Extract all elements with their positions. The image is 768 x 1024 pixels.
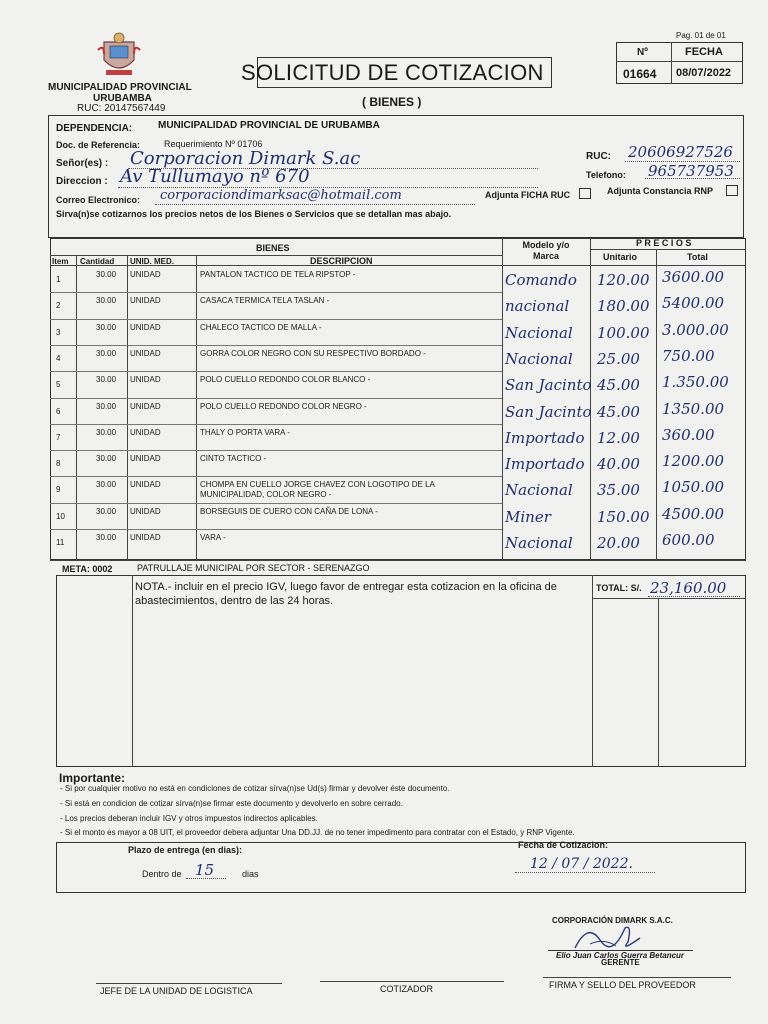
row-item: 2 [56, 301, 61, 311]
row-divider [50, 319, 502, 320]
row-unid: UNIDAD [130, 296, 161, 306]
modelo-header: Modelo y/o Marca [522, 240, 570, 261]
row-unitario[interactable]: 12.00 [597, 428, 640, 447]
row-total[interactable]: 360.00 [662, 425, 715, 444]
dependencia-value: MUNICIPALIDAD PROVINCIAL DE URUBAMBA [158, 120, 380, 131]
row-item: 5 [56, 380, 61, 390]
row-descripcion: CHOMPA EN CUELLO JORGE CHAVEZ CON LOGOTIPO DE LA MUNICIPALIDAD, COLOR NEGRO - [200, 480, 435, 500]
importante-item-1: - Si por cualquier motivo no está en condiciones de cotizar sírva(n)se Ud(s) firmar y devolver éste documento. [60, 784, 450, 793]
proveedor-caption: FIRMA Y SELLO DEL PROVEEDOR [549, 980, 696, 990]
row-total[interactable]: 3600.00 [662, 268, 725, 286]
row-descripcion: POLO CUELLO REDONDO COLOR NEGRO - [200, 401, 367, 411]
direccion-value[interactable]: Av Tullumayo nº 670 [120, 166, 310, 187]
page-number: Pag. 01 de 01 [676, 31, 726, 40]
row-descripcion: BORSEGUIS DE CUERO CON CAÑA DE LONA - [200, 506, 378, 516]
row-cantidad: 30.00 [96, 506, 117, 516]
row-unid: UNIDAD [130, 533, 161, 542]
row-unid: UNIDAD [130, 270, 161, 279]
row-marca[interactable]: Nacional [505, 323, 573, 342]
row-cantidad: 30.00 [96, 480, 117, 490]
page-subtitle: ( BIENES ) [362, 95, 422, 109]
telefono-value[interactable]: 965737953 [648, 162, 734, 180]
row-unitario[interactable]: 100.00 [597, 323, 650, 342]
row-cantidad: 30.00 [96, 401, 117, 411]
precios-header: P R E C I O S [636, 238, 692, 248]
row-total[interactable]: 3.000.00 [662, 320, 729, 339]
row-cantidad: 30.00 [96, 322, 117, 332]
row-marca[interactable]: San Jacinto [505, 402, 592, 421]
col-total-header: Total [687, 252, 708, 262]
row-item: 4 [56, 353, 61, 363]
row-marca[interactable]: nacional [505, 297, 570, 316]
row-total[interactable]: 600.00 [662, 531, 715, 549]
row-divider [50, 398, 502, 399]
row-item: 3 [56, 327, 61, 337]
row-total[interactable]: 750.00 [662, 346, 715, 365]
importante-item-4: - Si el monto es mayor a 08 UIT, el proveedor debera adjuntar Una DD.JJ. de no tener impedimento para contratar con el Estado, y RNP Vigente. [60, 828, 575, 837]
correo-label: Correo Electronico: [56, 195, 141, 205]
municipality-logo [94, 30, 144, 80]
col-item-header: Item [52, 257, 69, 266]
row-unitario[interactable]: 180.00 [597, 297, 650, 316]
doc-ref-label: Doc. de Referencia: [56, 140, 141, 150]
bienes-header: BIENES [256, 243, 290, 253]
plazo-dias-label: dias [242, 869, 259, 879]
senor-value[interactable]: Corporacion Dimark S.ac [130, 148, 361, 169]
row-descripcion: POLO CUELLO REDONDO COLOR BLANCO - [200, 375, 371, 385]
doc-ref-value: Requerimiento Nº 01706 [164, 139, 263, 149]
row-cantidad: 30.00 [96, 296, 117, 306]
row-descripcion: VARA - [200, 533, 226, 542]
telefono-label: Telefono: [586, 170, 626, 180]
col-cantidad-header: Cantidad [80, 257, 115, 266]
row-cantidad: 30.00 [96, 427, 117, 437]
request-number: 01664 [623, 67, 657, 81]
row-unid: UNIDAD [130, 480, 161, 490]
row-cantidad: 30.00 [96, 270, 117, 279]
col-unitario-header: Unitario [603, 252, 638, 262]
row-total[interactable]: 1200.00 [662, 452, 725, 471]
row-item: 6 [56, 406, 61, 416]
importante-item-2: - Si está en condicion de cotizar sírva(n)se firmar este documento y devolverlo en sobre cerrado. [60, 799, 403, 808]
request-date: 08/07/2022 [676, 67, 732, 79]
row-descripcion: THALY O PORTA VARA - [200, 427, 290, 437]
row-marca[interactable]: San Jacinto [505, 376, 592, 395]
number-label: Nº [637, 47, 648, 58]
fecha-cot-value[interactable]: 12 / 07 / 2022. [530, 856, 633, 872]
org-name-line2: URUBAMBA [93, 93, 152, 104]
coat-of-arms-icon [94, 30, 144, 80]
row-unid: UNIDAD [130, 506, 161, 516]
row-unitario[interactable]: 45.00 [597, 402, 640, 421]
row-unitario[interactable]: 25.00 [597, 349, 640, 368]
adjunta-constancia-label: Adjunta Constancia RNP [607, 186, 714, 196]
stamp-role: GERENTE [601, 958, 640, 967]
ruc-value[interactable]: 20606927526 [628, 143, 733, 161]
row-divider [50, 345, 502, 346]
stamp-name: Elio Juan Carlos Guerra Betancur [556, 951, 685, 960]
row-total[interactable]: 1350.00 [662, 399, 725, 418]
row-cantidad: 30.00 [96, 454, 117, 464]
row-unid: UNIDAD [130, 401, 161, 411]
row-item: 7 [56, 432, 61, 442]
row-unitario[interactable]: 40.00 [597, 455, 640, 474]
date-label: FECHA [685, 46, 723, 58]
row-item: 9 [56, 485, 61, 495]
dependencia-label: DEPENDENCIA: [56, 123, 133, 134]
row-item: 10 [56, 511, 65, 521]
row-marca[interactable]: Comando [505, 271, 577, 289]
row-divider [50, 503, 502, 504]
row-item: 11 [56, 538, 65, 547]
col-desc-header: DESCRIPCION [310, 256, 373, 266]
handwritten-signature [570, 918, 650, 954]
org-ruc: RUC: 20147567449 [77, 103, 166, 114]
cotizador-caption: COTIZADOR [380, 984, 433, 994]
adjunta-constancia-checkbox[interactable] [726, 185, 738, 196]
row-divider [50, 476, 502, 477]
page-title: SOLICITUD DE COTIZACION [241, 60, 544, 85]
row-divider [50, 529, 502, 530]
fecha-cot-label: Fecha de Cotizacion: [518, 840, 609, 850]
row-unid: UNIDAD [130, 427, 161, 437]
row-marca[interactable]: Nacional [505, 349, 573, 368]
ruc-label: RUC: [586, 151, 611, 162]
row-cantidad: 30.00 [96, 533, 117, 542]
row-cantidad: 30.00 [96, 348, 117, 358]
row-unid: UNIDAD [130, 454, 161, 464]
plazo-dentro: Dentro de [142, 869, 182, 879]
row-unitario[interactable]: 45.00 [597, 376, 640, 395]
meta-value: PATRULLAJE MUNICIPAL POR SECTOR - SERENAZGO [137, 563, 370, 573]
row-unid: UNIDAD [130, 322, 161, 332]
row-divider [50, 450, 502, 451]
adjunta-ficha-label: Adjunta FICHA RUC [485, 190, 571, 200]
row-marca[interactable]: Miner [505, 507, 551, 526]
row-divider [50, 424, 502, 425]
stamp-company: CORPORACIÓN DIMARK S.A.C. [552, 916, 673, 925]
row-total[interactable]: 1050.00 [662, 478, 725, 497]
importante-title: Importante: [59, 771, 125, 785]
row-descripcion: PANTALON TACTICO DE TELA RIPSTOP - [200, 270, 356, 279]
row-marca[interactable]: Nacional [505, 481, 573, 500]
org-name-line1: MUNICIPALIDAD PROVINCIAL [48, 82, 192, 93]
adjunta-ficha-checkbox[interactable] [579, 188, 591, 199]
plazo-dias-value[interactable]: 15 [195, 861, 215, 879]
row-unid: UNIDAD [130, 375, 161, 385]
row-total[interactable]: 1.350.00 [662, 373, 729, 392]
row-total[interactable]: 5400.00 [662, 294, 725, 313]
row-item: 1 [56, 275, 61, 284]
direccion-label: Direccion : [56, 176, 108, 187]
row-descripcion: CHALECO TACTICO DE MALLA - [200, 322, 322, 332]
row-descripcion: CINTO TACTICO - [200, 454, 267, 464]
row-marca[interactable]: Nacional [505, 534, 573, 552]
row-marca[interactable]: Importado [505, 455, 585, 474]
correo-value[interactable]: corporaciondimarksac@hotmail.com [160, 188, 402, 203]
row-unitario[interactable]: 20.00 [597, 534, 640, 552]
row-cantidad: 30.00 [96, 375, 117, 385]
senor-label: Señor(es) : [56, 158, 109, 169]
row-descripcion: GORRA COLOR NEGRO CON SU RESPECTIVO BORDADO - [200, 348, 426, 358]
total-value[interactable]: 23,160.00 [650, 579, 727, 597]
row-unitario[interactable]: 150.00 [597, 507, 650, 526]
row-item: 8 [56, 459, 61, 469]
col-unid-header: UNID. MED. [130, 257, 174, 266]
row-unid: UNIDAD [130, 348, 161, 358]
row-descripcion: CASACA TERMICA TELA TASLAN - [200, 296, 330, 306]
row-marca[interactable]: Importado [505, 428, 585, 447]
jefe-logistica-caption: JEFE DE LA UNIDAD DE LOGISTICA [100, 986, 253, 996]
importante-item-3: - Los precios deberan incluir IGV y otros impuestos indirectos aplicables. [60, 814, 318, 823]
row-unitario[interactable]: 35.00 [597, 481, 640, 500]
row-divider [50, 292, 502, 293]
plazo-label: Plazo de entrega (en dias): [128, 845, 243, 855]
row-total[interactable]: 4500.00 [662, 504, 725, 523]
instruction-text: Sirva(n)se cotizarnos los precios netos de los Bienes o Servicios que se detallan mas abajo. [56, 209, 452, 219]
row-unitario[interactable]: 120.00 [597, 271, 650, 289]
row-divider [50, 371, 502, 372]
total-label: TOTAL: S/. [596, 583, 642, 593]
nota-text: NOTA.- incluir en el precio IGV, luego favor de entregar esta cotizacion en la oficina de abastecimientos, dentro de las 24 horas. [135, 581, 557, 607]
meta-label: META: 0002 [62, 564, 113, 574]
